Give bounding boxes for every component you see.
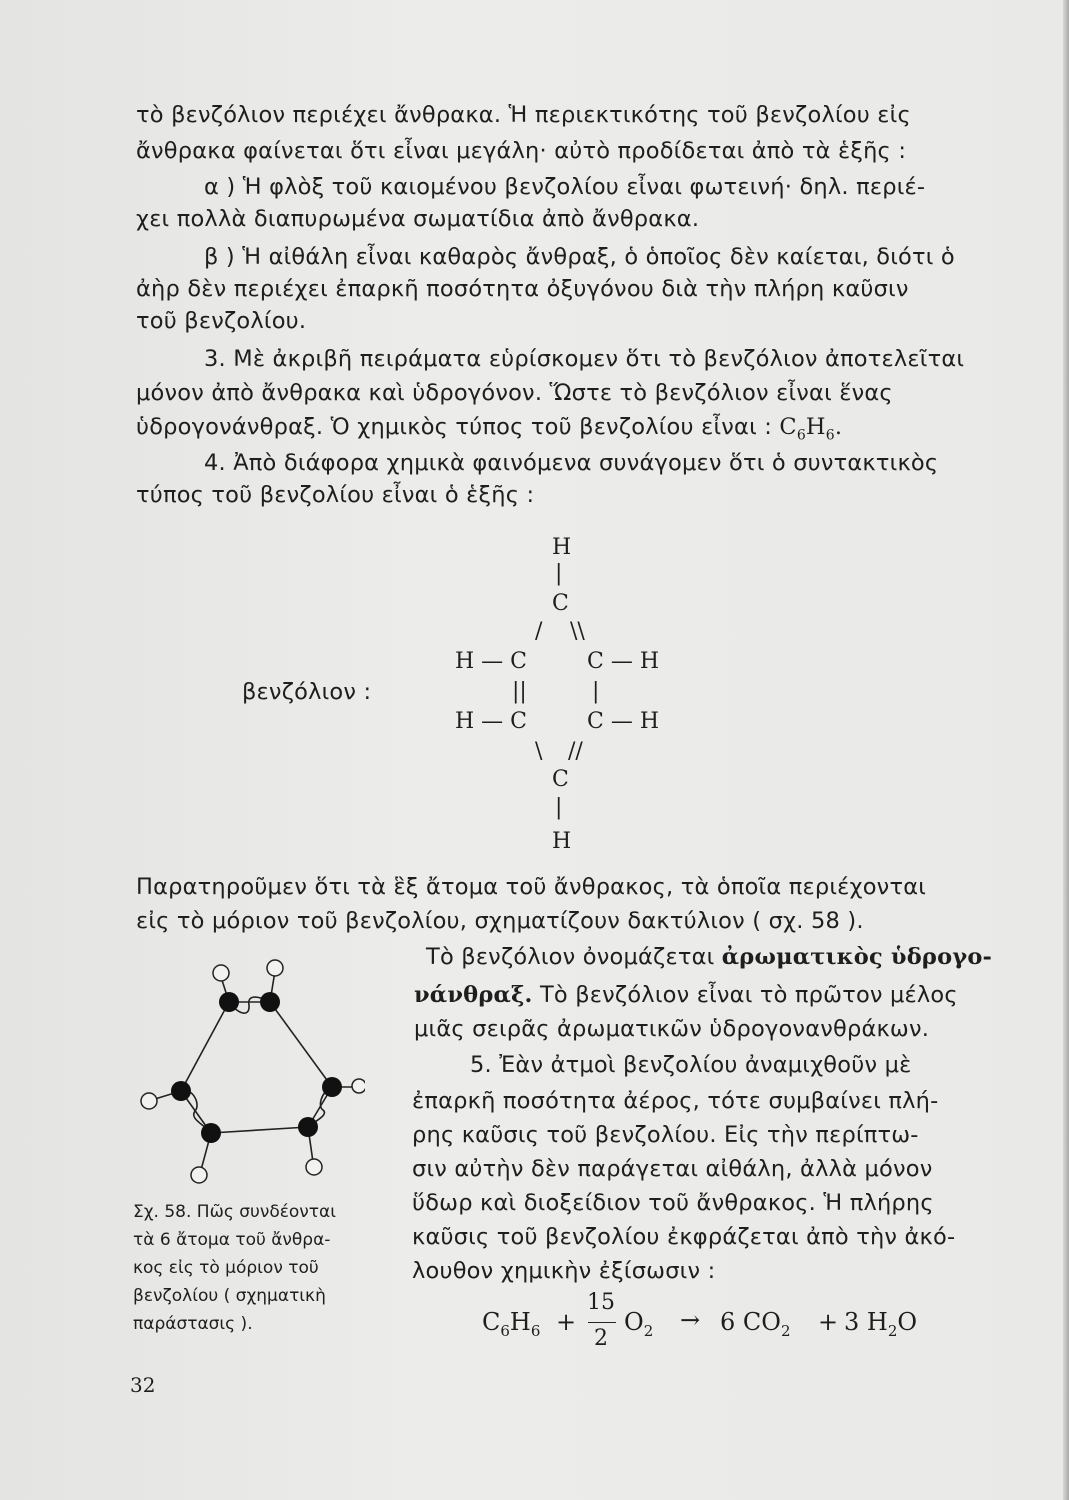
bond-upper-right-double: \\ (570, 619, 585, 644)
eq-co2: 6 $CO_2$ (720, 1308, 791, 1340)
right-line-10: λουθον χημικὴν ἐξίσωσιν : (412, 1258, 716, 1284)
term-aromatic-bold: ἀρωματικὸς ὑδρογο- (721, 944, 993, 970)
eq-plus-1: + (556, 1308, 577, 1336)
right-line-3: μιᾶς σειρᾶς ἀρωματικῶν ὑδρογονανθράκων. (414, 1016, 930, 1042)
bond-v2: | (555, 795, 563, 820)
text-line-10-text: ὑδρογονάνθραξ. Ὁ χημικὸς τύπος τοῦ βενζολίου εἶναι : (136, 414, 773, 440)
figure-58-ring-model (125, 955, 365, 1195)
text-line-9: μόνον ἀπὸ ἄνθρακα καὶ ὑδρογόνον. Ὥστε τὸ βενζόλιον εἶναι ἕνας (136, 380, 893, 406)
text-line-3: α ) Ἡ φλὸξ τοῦ καιομένου βενζολίου εἶναι φωτεινή· δηλ. περιέ- (204, 174, 926, 200)
atom-ch-right-bottom: C — H (587, 709, 660, 734)
atom-h-bottom: H (552, 829, 572, 854)
right-line-7: σιν αὐτὴν δὲν παράγεται αἰθάλη, ἀλλὰ μόνον (412, 1156, 933, 1182)
right-line-9: καῦσις τοῦ βενζολίου ἐκφράζεται ἀπὸ τὴν ἀκό- (412, 1224, 956, 1250)
right-line-1 (426, 942, 992, 972)
atom-h-top: H (552, 535, 572, 560)
bond-lower-left: \ (535, 739, 543, 764)
atom-hc-left-top: H — C (455, 649, 528, 674)
text-line-6: ἀὴρ δὲν περιέχει ἐπαρκῆ ποσότητα ὀξυγόνου διὰ τὴν πλήρη καῦσιν (136, 276, 909, 302)
bond-left-double: || (512, 679, 527, 704)
bond-v1: | (555, 561, 563, 586)
bond-lower-right-double: // (568, 739, 583, 764)
atom-c-top: C (552, 591, 569, 616)
text-line-13: Παρατηροῦμεν ὅτι τὰ ἓξ ἄτομα τοῦ ἄνθρακος, τὰ ὁποῖα περιέχονται (136, 874, 927, 900)
page-number: 32 (130, 1373, 156, 1397)
atom-hc-left-bottom: H — C (455, 709, 528, 734)
caption-line-1: Σχ. 58. Πῶς συνδέονται (133, 1202, 336, 1222)
page-edge-shadow (1063, 0, 1069, 1500)
caption-line-3: κος εἰς τὸ μόριον τοῦ (133, 1258, 319, 1278)
eq-fraction-denominator: 2 (594, 1326, 608, 1351)
right-line-2 (414, 980, 958, 1010)
right-line-8: ὕδωρ καὶ διοξείδιον τοῦ ἄνθρακος. Ἡ πλήρης (412, 1190, 934, 1216)
eq-water: 3 $H_2O$ (844, 1308, 918, 1340)
text-line-12: τύπος τοῦ βενζολίου εἶναι ὁ ἑξῆς : (136, 482, 535, 508)
text-line-11: 4. Ἀπὸ διάφορα χημικὰ φαινόμενα συνάγομεν ὅτι ὁ συντακτικὸς (204, 450, 939, 476)
right-line-5: ἐπαρκῆ ποσότητα ἀέρος, τότε συμβαίνει πλή- (412, 1088, 939, 1114)
atom-ch-right-top: C — H (587, 649, 660, 674)
text-line-10 (136, 412, 842, 451)
eq-fraction-numerator: 15 (587, 1290, 615, 1315)
right-line-2-text: Τὸ βενζόλιον εἶναι τὸ πρῶτον μέλος (532, 982, 958, 1008)
right-line-4: 5. Ἐὰν ἀτμοὶ βενζολίου ἀναμιχθοῦν μὲ (470, 1052, 912, 1078)
eq-fraction-bar (588, 1322, 616, 1323)
bond-upper-left: / (535, 619, 543, 644)
eq-arrow: → (680, 1306, 701, 1334)
right-line-1-text: Τὸ βενζόλιον ὀνομάζεται (426, 944, 722, 970)
term-hydrocarbon-bold: νάνθραξ. (414, 982, 533, 1008)
text-line-14: εἰς τὸ μόριον τοῦ βενζολίου, σχηματίζουν δακτύλιον ( σχ. 58 ). (136, 908, 864, 934)
text-line-1: τὸ βενζόλιον περιέχει ἄνθρακα. Ἡ περιεκτικότης τοῦ βενζολίου εἰς (136, 102, 911, 128)
text-line-7: τοῦ βενζολίου. (136, 308, 307, 334)
text-line-4: χει πολλὰ διαπυρωμένα σωματίδια ἀπὸ ἄνθρακα. (136, 206, 700, 232)
text-line-8: 3. Μὲ ἀκριβῆ πειράματα εὑρίσκομεν ὅτι τὸ βενζόλιον ἀποτελεῖται (204, 346, 965, 372)
text-line-2: ἄνθρακα φαίνεται ὅτι εἶναι μεγάλη· αὐτὸ προδίδεται ἀπὸ τὰ ἑξῆς : (136, 138, 907, 164)
eq-benzene: $C_6H_6$ (482, 1308, 541, 1340)
caption-line-4: βενζολίου ( σχηματικὴ (133, 1286, 326, 1306)
eq-plus-2: + (818, 1308, 839, 1336)
caption-line-5: παράστασις ). (133, 1314, 253, 1334)
right-line-6: ρης καῦσις τοῦ βενζολίου. Εἰς τὴν περίπτω- (412, 1122, 919, 1148)
atom-c-bottom: C (552, 767, 569, 792)
caption-line-2: τὰ 6 ἄτομα τοῦ ἄνθρα- (133, 1230, 331, 1250)
eq-oxygen: $O_2$ (624, 1308, 654, 1340)
bond-right: | (592, 679, 600, 704)
text-line-5: β ) Ἡ αἰθάλη εἶναι καθαρὸς ἄνθραξ, ὁ ὁποῖος δὲν καίεται, διότι ὁ (204, 244, 955, 270)
benzene-formula: $C_6H_6$. (779, 414, 843, 444)
structure-label: βενζόλιον : (242, 679, 372, 705)
